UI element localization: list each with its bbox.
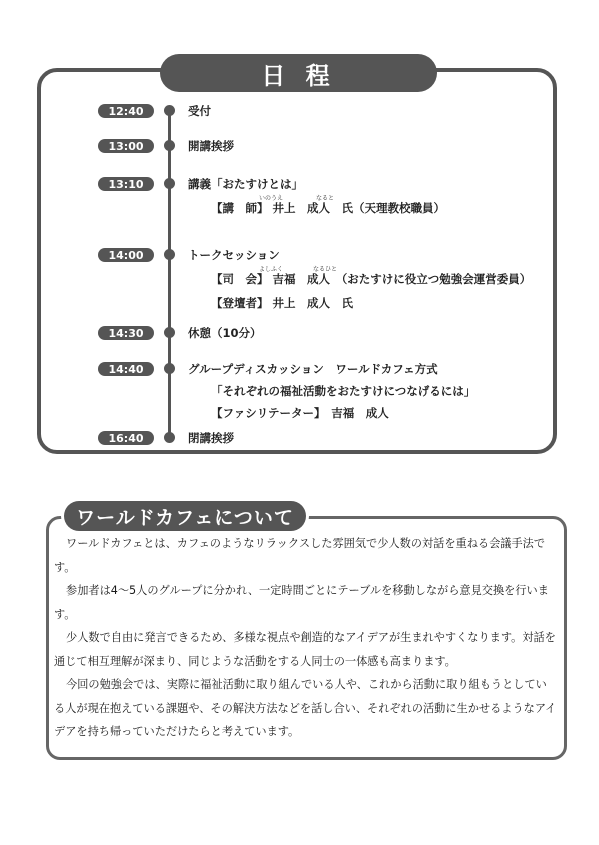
- time-badge-1430: 14:30: [98, 326, 154, 340]
- timeline-dot: [164, 363, 175, 374]
- schedule-title: 日 程: [160, 54, 437, 92]
- time-badge-1400: 14:00: [98, 248, 154, 262]
- timeline-dot: [164, 327, 175, 338]
- timeline-dot: [164, 140, 175, 151]
- discussion-theme: 「それぞれの福祉活動をおたすけにつなげるには」: [211, 384, 476, 398]
- ruby-naruto: なると: [316, 195, 335, 202]
- world-cafe-paragraph-2: 参加者は4～5人のグループに分かれ、一定時間ごとにテーブルを移動しながら意見交換を行います。: [54, 584, 549, 621]
- discussion-facilitator: 【ファシリテーター】 吉福 成人: [211, 406, 389, 420]
- timeline-dot: [164, 178, 175, 189]
- time-badge-1240: 12:40: [98, 104, 154, 118]
- world-cafe-paragraph-4: 今回の勉強会では、実際に福祉活動に取り組んでいる人や、これから活動に取り組もうとしている人が現在抱えている課題や、その解決方法などを話し合い、それぞれの活動に生かせるようなアイデアを持ち帰っていただけたらと考えています。: [54, 678, 557, 738]
- time-badge-1310: 13:10: [98, 177, 154, 191]
- timeline-dot: [164, 105, 175, 116]
- talk-moderator: 【司 会】 吉福 成人 （おたすけに役立つ勉強会運営委員）: [211, 272, 532, 286]
- time-badge-1640: 16:40: [98, 431, 154, 445]
- schedule-item-talk: トークセッション: [188, 248, 280, 262]
- schedule-item-break: 休憩（10分）: [188, 326, 262, 340]
- schedule-item-lecture: 講義「おたすけとは」: [188, 177, 303, 191]
- schedule-item-closing: 閉講挨拶: [188, 431, 234, 445]
- ruby-naruhito: なるひと: [313, 266, 338, 273]
- talk-speaker: 【登壇者】 井上 成人 氏: [211, 296, 354, 310]
- timeline-dot: [164, 432, 175, 443]
- lecture-lecturer: 【講 師】 井上 成人 氏（天理教校職員）: [211, 201, 446, 215]
- schedule-item-reception: 受付: [188, 104, 211, 118]
- world-cafe-paragraph-1: ワールドカフェとは、カフェのようなリラックスした雰囲気で少人数の対話を重ねる会議手法です。: [54, 537, 546, 574]
- timeline-line: [168, 108, 171, 438]
- ruby-inoue: いのうえ: [259, 195, 284, 202]
- world-cafe-title: ワールドカフェについて: [64, 501, 306, 531]
- world-cafe-paragraph-3: 少人数で自由に発言できるため、多様な視点や創造的なアイデアが生まれやすくなります。対話を通じて相互理解が深まり、同じような活動をする人同士の一体感も高まります。: [54, 631, 556, 668]
- timeline-dot: [164, 249, 175, 260]
- schedule-item-discussion: グループディスカッション ワールドカフェ方式: [188, 362, 438, 376]
- schedule-item-opening: 開講挨拶: [188, 139, 234, 153]
- time-badge-1440: 14:40: [98, 362, 154, 376]
- time-badge-1300: 13:00: [98, 139, 154, 153]
- ruby-yoshifuku: よしふく: [259, 266, 284, 273]
